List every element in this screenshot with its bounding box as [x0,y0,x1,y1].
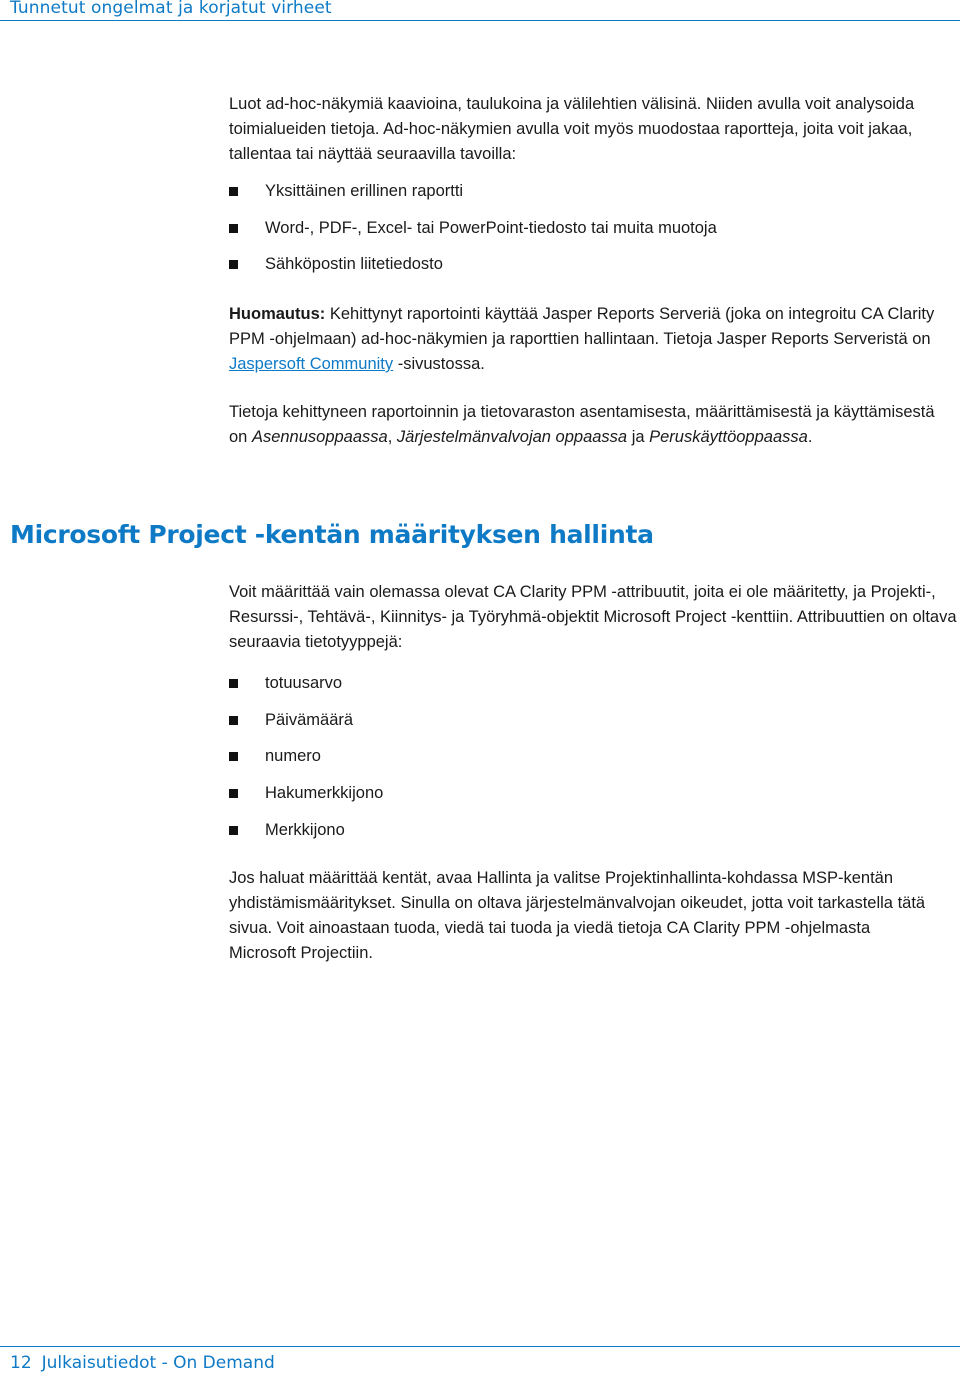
section-paragraph: Voit määrittää vain olemassa olevat CA Clarity PPM -attribuutit, joita ei ole määritetty, ja Projekti-, Resurssi-, Tehtävä-, Kiinnitys- ja Työryhmä-objektit Microsoft Project -kenttiin. Attribuuttien on oltava seuraavia tietotyyppejä: [229,583,957,651]
square-bullet-icon [229,187,238,196]
note-text: Kehittynyt raportointi käyttää Jasper Reports Serveriä (joka on integroitu CA Clarity PPM -ohjelmaan) ad-hoc-näkymien ja raporttien hallintaan. Tietoja Jasper Reports Serveristä on [229,305,935,348]
admin-guide-ref: Järjestelmänvalvojan oppaassa [396,428,628,446]
footer-title: Julkaisutiedot - On Demand [41,1353,275,1373]
list-item [229,216,949,253]
bullet-text: Hakumerkkijono [265,784,384,803]
square-bullet-icon [229,826,238,835]
basics-guide-ref: Peruskäyttöoppaassa [649,428,808,446]
info-separator: ja [627,428,650,446]
header-divider [0,20,960,21]
info-text-end: . [807,428,813,446]
jaspersoft-community-link[interactable]: Jaspersoft Community [229,355,394,373]
list-item [229,671,949,708]
info-separator: , [387,428,397,446]
intro-bullet-list [229,179,949,289]
bullet-text: Sähköpostin liitetiedosto [265,255,443,274]
page-footer [10,1353,275,1373]
note-text-end: -sivustossa. [393,355,485,373]
footer-divider [0,1346,960,1347]
note-label: Huomautus: [229,305,326,323]
list-item [229,781,949,818]
running-header-title: Tunnetut ongelmat ja korjatut virheet [10,0,332,18]
square-bullet-icon [229,752,238,761]
square-bullet-icon [229,789,238,798]
list-item [229,744,949,781]
datatype-bullet-list [229,671,949,854]
section-heading: Microsoft Project -kentän määrityksen hallinta [10,520,654,549]
info-block [229,400,949,450]
square-bullet-icon [229,679,238,688]
bullet-text: Merkkijono [265,820,345,839]
note-block [229,302,949,377]
intro-paragraph: Luot ad-hoc-näkymiä kaavioina, taulukoina ja välilehtien välisinä. Niiden avulla voit analysoida toimialueiden tietoja. Ad-hoc-näkymien avulla voit myös muodostaa raportteja, joita voit jakaa, tallentaa tai näyttää seuraavilla tavoilla: [229,95,915,163]
list-item [229,252,949,289]
section-block [229,580,957,966]
bullet-text: Word-, PDF-, Excel- tai PowerPoint-tiedosto tai muita muotoja [265,218,717,237]
bullet-text: Yksittäinen erillinen raportti [265,182,464,200]
square-bullet-icon [229,224,238,233]
list-item [229,179,949,216]
info-text: Tietoja kehittyneen raportoinnin ja tietovaraston asentamisesta, määrittämisestä ja käyttämisestä on [229,403,935,446]
square-bullet-icon [229,260,238,269]
info-paragraph [229,400,939,450]
bullet-text: totuusarvo [265,674,343,692]
list-item [229,708,949,745]
closing-paragraph: Jos haluat määrittää kentät, avaa Hallinta ja valitse Projektinhallinta-kohdassa MSP-kentän yhdistämismääritykset. Sinulla on oltava järjestelmänvalvojan oikeudet, jotta voit tarkastella tätä sivua. Voit ainoastaan tuoda, viedä tai tuoda ja viedä tietoja CA Clarity PPM -ohjelmasta Microsoft Projectiin. [229,869,926,963]
bullet-text: numero [265,747,321,766]
square-bullet-icon [229,716,238,725]
installation-guide-ref: Asennusoppaassa [251,428,388,446]
intro-block [229,92,949,289]
page-number: 12 [10,1353,32,1373]
bullet-text: Päivämäärä [265,710,354,729]
list-item [229,818,949,855]
note-paragraph [229,302,939,377]
